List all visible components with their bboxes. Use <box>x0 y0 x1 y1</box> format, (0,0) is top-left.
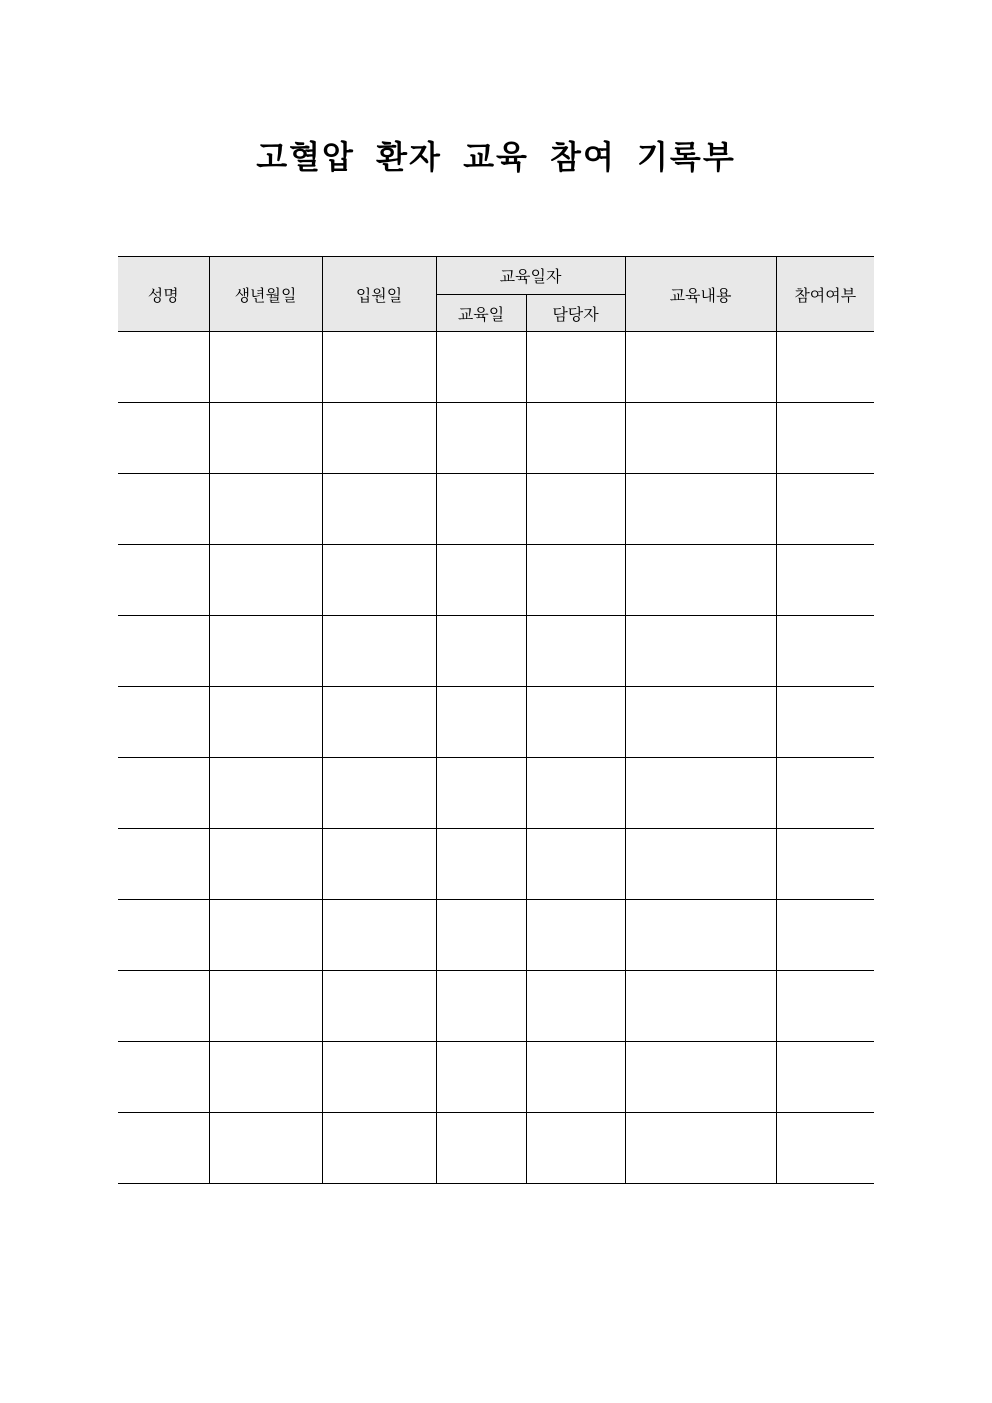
header-education-date: 교육일 <box>436 295 526 332</box>
table-row <box>118 758 874 829</box>
staff-cell[interactable] <box>526 829 625 900</box>
name-cell[interactable] <box>118 1042 209 1113</box>
table-row <box>118 900 874 971</box>
name-cell[interactable] <box>118 545 209 616</box>
header-participation: 참여여부 <box>776 257 874 332</box>
education-date-cell[interactable] <box>436 971 526 1042</box>
participation-cell[interactable] <box>776 900 874 971</box>
record-table <box>118 256 874 1184</box>
admission-date-cell[interactable] <box>322 1042 436 1113</box>
staff-cell[interactable] <box>526 545 625 616</box>
name-cell[interactable] <box>118 474 209 545</box>
education-content-cell[interactable] <box>625 403 776 474</box>
name-cell[interactable] <box>118 758 209 829</box>
name-cell[interactable] <box>118 616 209 687</box>
header-staff: 담당자 <box>526 295 625 332</box>
staff-cell[interactable] <box>526 474 625 545</box>
education-content-cell[interactable] <box>625 971 776 1042</box>
education-date-cell[interactable] <box>436 403 526 474</box>
birthdate-cell[interactable] <box>209 545 322 616</box>
education-content-cell[interactable] <box>625 1113 776 1184</box>
birthdate-cell[interactable] <box>209 1113 322 1184</box>
header-name: 성명 <box>118 257 209 332</box>
participation-cell[interactable] <box>776 1113 874 1184</box>
admission-date-cell[interactable] <box>322 474 436 545</box>
table-row <box>118 829 874 900</box>
education-date-cell[interactable] <box>436 474 526 545</box>
education-content-cell[interactable] <box>625 616 776 687</box>
table-row <box>118 1042 874 1113</box>
birthdate-cell[interactable] <box>209 332 322 403</box>
participation-cell[interactable] <box>776 474 874 545</box>
participation-cell[interactable] <box>776 616 874 687</box>
staff-cell[interactable] <box>526 1042 625 1113</box>
table-row <box>118 474 874 545</box>
table-body <box>118 332 874 1184</box>
admission-date-cell[interactable] <box>322 1113 436 1184</box>
birthdate-cell[interactable] <box>209 900 322 971</box>
staff-cell[interactable] <box>526 971 625 1042</box>
table-row <box>118 545 874 616</box>
birthdate-cell[interactable] <box>209 687 322 758</box>
education-date-cell[interactable] <box>436 829 526 900</box>
birthdate-cell[interactable] <box>209 971 322 1042</box>
admission-date-cell[interactable] <box>322 616 436 687</box>
education-date-cell[interactable] <box>436 616 526 687</box>
staff-cell[interactable] <box>526 687 625 758</box>
education-content-cell[interactable] <box>625 900 776 971</box>
admission-date-cell[interactable] <box>322 758 436 829</box>
education-date-cell[interactable] <box>436 687 526 758</box>
participation-cell[interactable] <box>776 687 874 758</box>
name-cell[interactable] <box>118 971 209 1042</box>
education-content-cell[interactable] <box>625 474 776 545</box>
table-row <box>118 1113 874 1184</box>
admission-date-cell[interactable] <box>322 332 436 403</box>
table-row <box>118 616 874 687</box>
admission-date-cell[interactable] <box>322 403 436 474</box>
table-row <box>118 687 874 758</box>
participation-cell[interactable] <box>776 403 874 474</box>
birthdate-cell[interactable] <box>209 758 322 829</box>
header-education-content: 교육내용 <box>625 257 776 332</box>
staff-cell[interactable] <box>526 900 625 971</box>
admission-date-cell[interactable] <box>322 687 436 758</box>
participation-cell[interactable] <box>776 1042 874 1113</box>
name-cell[interactable] <box>118 829 209 900</box>
admission-date-cell[interactable] <box>322 545 436 616</box>
page-title: 고혈압 환자 교육 참여 기록부 <box>256 138 736 176</box>
education-date-cell[interactable] <box>436 332 526 403</box>
admission-date-cell[interactable] <box>322 900 436 971</box>
participation-cell[interactable] <box>776 971 874 1042</box>
admission-date-cell[interactable] <box>322 829 436 900</box>
education-content-cell[interactable] <box>625 829 776 900</box>
table-row <box>118 332 874 403</box>
participation-cell[interactable] <box>776 332 874 403</box>
staff-cell[interactable] <box>526 403 625 474</box>
participation-cell[interactable] <box>776 545 874 616</box>
name-cell[interactable] <box>118 403 209 474</box>
name-cell[interactable] <box>118 332 209 403</box>
education-content-cell[interactable] <box>625 1042 776 1113</box>
staff-cell[interactable] <box>526 616 625 687</box>
staff-cell[interactable] <box>526 758 625 829</box>
header-education-info: 교육일자 <box>436 257 625 295</box>
name-cell[interactable] <box>118 900 209 971</box>
birthdate-cell[interactable] <box>209 616 322 687</box>
education-content-cell[interactable] <box>625 332 776 403</box>
staff-cell[interactable] <box>526 332 625 403</box>
staff-cell[interactable] <box>526 1113 625 1184</box>
birthdate-cell[interactable] <box>209 474 322 545</box>
birthdate-cell[interactable] <box>209 403 322 474</box>
birthdate-cell[interactable] <box>209 829 322 900</box>
participation-cell[interactable] <box>776 829 874 900</box>
education-date-cell[interactable] <box>436 1113 526 1184</box>
admission-date-cell[interactable] <box>322 971 436 1042</box>
education-date-cell[interactable] <box>436 758 526 829</box>
name-cell[interactable] <box>118 1113 209 1184</box>
participation-cell[interactable] <box>776 758 874 829</box>
birthdate-cell[interactable] <box>209 1042 322 1113</box>
education-date-cell[interactable] <box>436 545 526 616</box>
table-row <box>118 971 874 1042</box>
name-cell[interactable] <box>118 687 209 758</box>
education-content-cell[interactable] <box>625 758 776 829</box>
table-row <box>118 403 874 474</box>
education-content-cell[interactable] <box>625 687 776 758</box>
education-date-cell[interactable] <box>436 1042 526 1113</box>
education-date-cell[interactable] <box>436 900 526 971</box>
header-birthdate: 생년월일 <box>209 257 322 332</box>
header-admission-date: 입원일 <box>322 257 436 332</box>
table-header <box>118 257 874 332</box>
education-content-cell[interactable] <box>625 545 776 616</box>
